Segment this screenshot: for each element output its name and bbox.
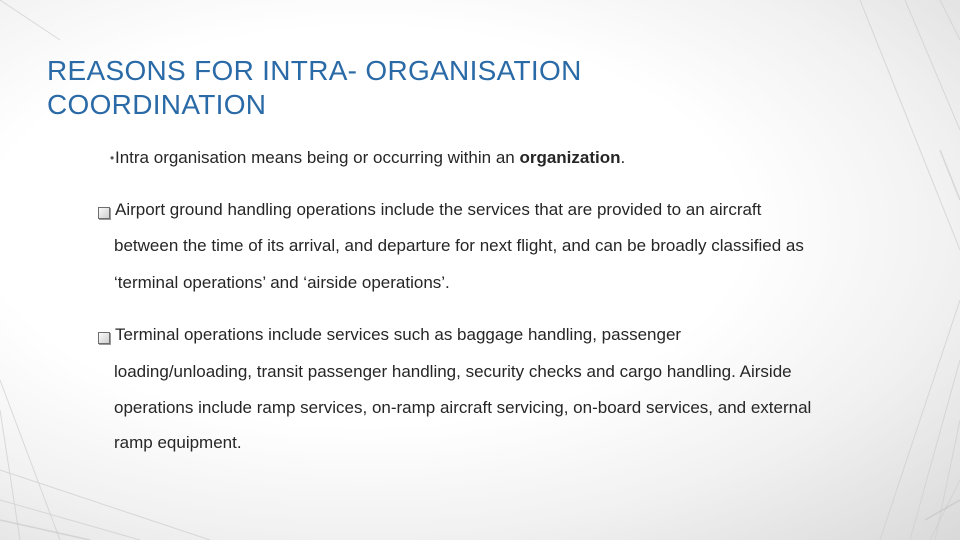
paragraph-line-1: Airport ground handling operations include the services that are provided to an aircraft — [115, 200, 762, 219]
paragraph-line-2: loading/unloading, transit passenger handling, security checks and cargo handling. Airside — [114, 362, 792, 381]
bullet-text-end: . — [620, 148, 626, 167]
paragraph-line-1: Terminal operations include services such as baggage handling, passenger — [115, 325, 682, 344]
bullet-text-bold: organization — [519, 148, 621, 167]
bullet-item-definition — [110, 148, 890, 172]
bullet-text — [115, 148, 625, 168]
bullet-text-start: Intra organisation means being or occurring within an — [115, 148, 520, 167]
paragraph-line-3: ‘terminal operations’ and ‘airside operations’. — [114, 273, 450, 292]
checkbox-square-icon — [98, 329, 110, 349]
paragraph-line-2: between the time of its arrival, and departure for next flight, and can be broadly classified as — [114, 236, 804, 255]
bullet-item-terminal-ops — [98, 325, 918, 455]
paragraph-line-3: operations include ramp services, on-ramp aircraft servicing, on-board services, and external — [114, 398, 812, 417]
bullet-dot-icon: • — [110, 151, 115, 165]
bullet-item-ground-handling — [98, 200, 918, 300]
paragraph-line-4: ramp equipment. — [114, 433, 242, 452]
checkbox-square-icon — [98, 204, 110, 224]
slide-title: REASONS FOR INTRA- ORGANISATION COORDINATION — [47, 55, 582, 120]
